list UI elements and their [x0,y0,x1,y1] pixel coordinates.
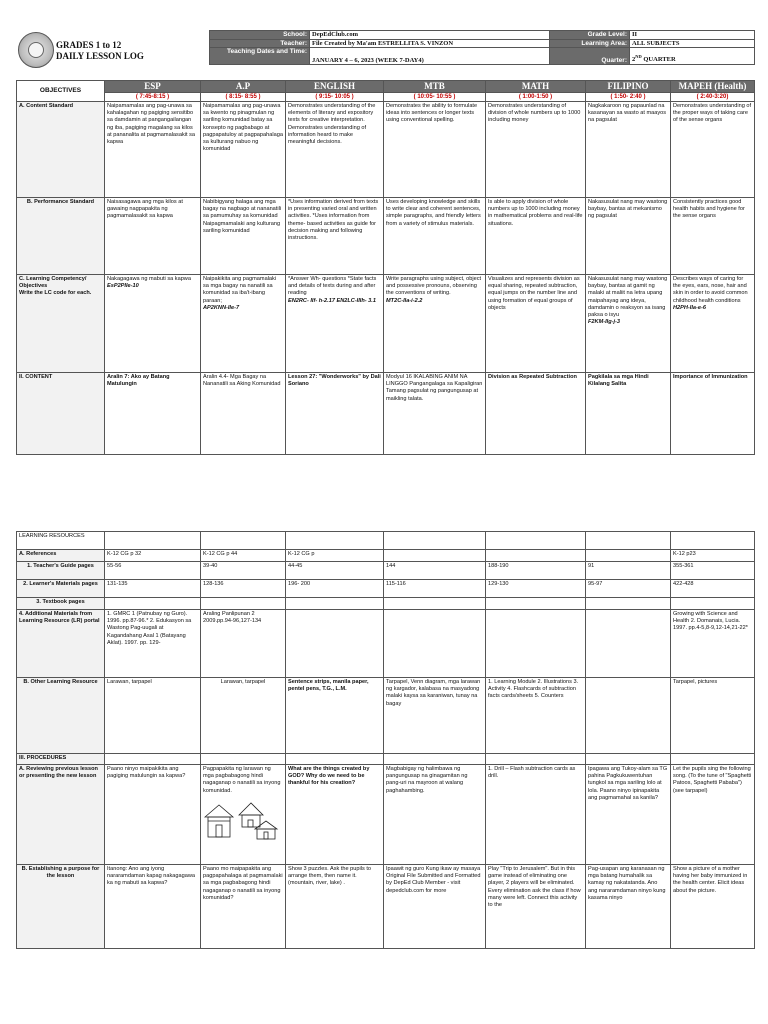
competency-mapeh [671,275,755,373]
school-label: School: [210,31,310,40]
content-english: Lesson 27: "Wonderworks" by Dali Soriano [286,373,384,455]
learner-materials-math: 129-130 [486,580,586,598]
performance-standard-esp: Naisasagawa ang mga kilos at gawaing nagpapakita ng pagmamalasakit sa kapwa [105,198,201,275]
competency-row [17,275,755,373]
time-mtb: ( 10:05- 10:55 ) [384,93,486,102]
learning-area-label: Learning Area: [550,39,630,48]
learner-materials-filipino: 95-97 [586,580,671,598]
content-esp: Aralin 7: Ako ay Batang Matulungin [105,373,201,455]
other-resources-mtb: Tarpapel, Venn diagram, mga larawan ng kargador, kalabasa na masyadong malaki kaysa sa karaniwan, tunay na bagay [384,678,486,754]
additional-materials-filipino [586,610,671,678]
time-english: ( 9:15- 10:05 ) [286,93,384,102]
establishing-english: Show 3 puzzles. Ask the pupils to arrange them, then name it. (mountain, river, lake) . [286,865,384,949]
establishing-esp: Itanong: Ano ang iyong nararamdaman kapag nakagagawa ka ng mabuti sa kapwa? [105,865,201,949]
additional-materials-ap: Araling Panlipunan 2 2009.pp.94-96,127-134 [201,610,286,678]
other-resources-mapeh: Tarpapel, pictures [671,678,755,754]
teacher-guide-filipino: 91 [586,562,671,580]
other-resources-esp: Larawan, tarpapel [105,678,201,754]
competency-code: EN2RC- IIf- h-2.17 EN2LC-IIIh- 3.1 [288,297,376,304]
subject-esp: ESP [105,81,201,93]
competency-code: H2PH-IIa-e-6 [673,304,706,311]
content-row [17,373,755,455]
time-ap: ( 8:15- 8:55 ) [201,93,286,102]
header-title [56,40,144,62]
learner-materials-english: 196- 200 [286,580,384,598]
time-mapeh: ( 2:40-3:20) [671,93,755,102]
competency-text: Nakagagawa ng mabuti sa kapwa [107,276,191,282]
content-standard-ap: Naipamamalas ang pag-unawa sa kwento ng pinagmulan ng sariling komunidad batay sa konsepto ng pagbabago at pagpapatuloy at pagpapahalaga sa kulturang nabuo ng komunidad [201,102,286,198]
additional-materials-math [486,610,586,678]
quarter-value [630,48,755,65]
grade-level-value: II [630,31,755,40]
procedures-heading: III. PROCEDURES [17,754,105,765]
performance-standard-english: *Uses information derived from texts in presenting varied oral and written activities. *Uses information from theme- based activities as guide for decision making and following instructions. [286,198,384,275]
references-row [17,550,755,562]
teacher-guide-ap: 39-40 [201,562,286,580]
subject-english: ENGLISH [286,81,384,93]
teacher-value: File Created by Ma'am ESTRELLITA S. VINZON [310,39,550,48]
competency-text: Write paragraphs using subject, object and possessive pronouns, observing the conventions of writing. [386,276,482,297]
content-ap: Aralin 4.4- Mga Bagay na Nananatili sa Aking Komunidad [201,373,286,455]
quarter-number: 2 [632,56,636,64]
teacher-guide-mapeh: 355-361 [671,562,755,580]
establishing-row [17,865,755,949]
content-math: Division as Repeated Subtraction [486,373,586,455]
additional-materials-english [286,610,384,678]
competency-code: AP2KNN-IIe-7 [203,304,240,311]
references-ap: K-12 CG p 44 [201,550,286,562]
competency-code: F2KM-IIg-j-3 [588,319,621,326]
competency-ap [201,275,286,373]
quarter-word: QUARTER [643,56,676,64]
additional-materials-row [17,610,755,678]
school-value: DepEdClub.com [310,31,550,40]
performance-standard-math: Is able to apply division of whole numbers up to 1000 including money in mathematical problems and real-life situations. [486,198,586,275]
textbook-label: 3. Textbook pages [17,598,105,610]
reviewing-esp: Paano ninyo maipakikita ang pagiging matulungin sa kapwa? [105,765,201,865]
references-esp: K-12 CG p 32 [105,550,201,562]
other-resources-label: B. Other Learning Resource [17,678,105,754]
reviewing-math: 1. Drill – Flash subtraction cards as drill. [486,765,586,865]
learner-materials-label: 2. Learner's Materials pages [17,580,105,598]
content-mapeh: Importance of Immunization [671,373,755,455]
establishing-filipino: Pag-usapan ang karanasan ng mga batang humahalik sa kamay ng nakatatanda. Ano ang nararamdaman ninyo kung kasama ninyo [586,865,671,949]
competency-text: Visualizes and represents division as equal sharing, repeated subtraction, equal jumps on the number line and using formation of equal groups of objects [488,276,580,311]
learning-area-value: ALL SUBJECTS [630,39,755,48]
time-row [17,93,755,102]
subject-math: MATH [486,81,586,93]
learner-materials-mtb: 115-116 [384,580,486,598]
time-filipino: ( 1:50- 2:40 ) [586,93,671,102]
resources-heading-row [17,532,755,550]
header-line-2: DAILY LESSON LOG [56,51,144,61]
content-label: II. CONTENT [17,373,105,455]
objectives-heading: OBJECTIVES [17,81,105,102]
additional-materials-mtb [384,610,486,678]
additional-materials-label: 4. Additional Materials from Learning Resource (LR) portal [17,610,105,678]
procedures-heading-row [17,754,755,765]
grade-level-label: Grade Level: [550,31,630,40]
dates-label: Teaching Dates and Time: [210,48,310,65]
competency-text: *Answer Wh- questions *State facts and details of texts during and after reading [288,276,377,297]
reviewing-row [17,765,755,865]
competency-filipino [586,275,671,373]
teacher-guide-row [17,562,755,580]
content-standard-mtb: Demonstrates the ability to formulate ideas into sentences or longer texts using conventional spelling. [384,102,486,198]
other-resources-math: 1. Learning Module 2. Illustrations 3. Activity 4. Flashcards of subtraction facts cards/sheets 5. Counters [486,678,586,754]
learner-materials-mapeh: 422-428 [671,580,755,598]
teacher-label: Teacher: [210,39,310,48]
references-filipino [586,550,671,562]
other-resources-filipino [586,678,671,754]
competency-text: Nakasusulat nang may wastong baybay, bantas at gamit ng malaki at maliit na letra upang maipahayag ang ideya, damdamin o reaksyon sa isang paksa o isyu [588,276,668,319]
learner-materials-row [17,580,755,598]
establishing-mtb: Ipaawit ng guro Kung ikaw ay masaya Original File Submitted and Formatted by DepEd Club Member - visit depedclub.com for more [384,865,486,949]
dates-value: JANUARY 4 – 6, 2023 (WEEK 7-DAY4) [310,48,550,65]
subject-filipino: FILIPINO [586,81,671,93]
competency-english [286,275,384,373]
resources-heading: LEARNING RESOURCES [17,532,105,550]
header-line-1: GRADES 1 to 12 [56,40,122,50]
references-label: A. References [17,550,105,562]
additional-materials-esp: 1. GMRC 1 (Patnubay ng Guro). 1996. pp.87-96.* 2. Edukasyon sa Wastong Pag-uugali at Kagandahang Asal 1 (Batayang Aklat). 1997. pp. 129- [105,610,201,678]
teacher-guide-mtb: 144 [384,562,486,580]
resources-procedures-table [16,531,755,949]
other-resources-english: Sentence strips, manila paper, pentel pens, T.G., L.M. [286,678,384,754]
learner-materials-esp: 131-135 [105,580,201,598]
other-resources-ap: Larawan, tarpapel [201,678,286,754]
competency-sublabel: Write the LC code for each. [19,290,92,297]
performance-standard-ap: Nabibigyang halaga ang mga bagay na nagbago at nananatili sa pamumuhay sa komunidad Naipagmamalaki ang kulturang sariling komunidad [201,198,286,275]
performance-standard-mapeh: Consistently practices good health habits and hygiene for the sense organs [671,198,755,275]
teacher-guide-esp: 55-56 [105,562,201,580]
reviewing-ap-text: Pagpapakita ng larawan ng mga pagbabagong hindi nagaganap o nanatili sa inyong komunidad. [203,766,281,794]
references-math [486,550,586,562]
performance-standard-row [17,198,755,275]
subject-mtb: MTB [384,81,486,93]
references-mtb [384,550,486,562]
establishing-label: B. Establishing a purpose for the lesson [17,865,105,949]
reviewing-label: A. Reviewing previous lesson or presenting the new lesson [17,765,105,865]
quarter-label: Quarter: [550,48,630,65]
establishing-ap: Paano mo maipapakita ang pagpapahalaga at pagmamalaki sa mga pagbabagong hindi nagaganap o nanatili sa inyong komunidad? [201,865,286,949]
content-standard-math: Demonstrates understanding of division of whole numbers up to 1000 including money [486,102,586,198]
other-resources-row [17,678,755,754]
competency-code: EsP2PIIe-10 [107,283,139,290]
subject-ap: A.P [201,81,286,93]
content-filipino: Pagkilala sa mga Hindi Kilalang Salita [586,373,671,455]
establishing-mapeh: Show a picture of a mother having her baby immunized in the health center. Elicit ideas about the picture. [671,865,755,949]
reviewing-mtb: Magbabigay ng halimbawa ng pangungusap na ginagamitan ng pang-uri na mayroon at walang paghahambing. [384,765,486,865]
additional-materials-mapeh: Growing with Science and Health 2. Domanais, Lucia. 1997. pp.4-5,8-9,12-14,21-22* [671,610,755,678]
content-standard-label: A. Content Standard [17,102,105,198]
community-buildings-icon [203,797,283,841]
teacher-guide-english: 44-45 [286,562,384,580]
establishing-math: Play "Trip to Jerusalem". But in this game instead of eliminating one player, 2 players will be eliminated. Every elimination ask the class if how many were left. Connect this activity to the [486,865,586,949]
reviewing-english: What are the things created by GOD? Why do we need to be thankful for his creation? [286,765,384,865]
performance-standard-filipino: Nakasusulat nang may wastong baybay, bantas at mekanismo ng pagsulat [586,198,671,275]
competency-text: Describes ways of caring for the eyes, ears, nose, hair and skin in order to avoid common childhood health conditions [673,276,748,304]
competency-text: Naipakikita ang pagmamalaki sa mga bagay na nanatili sa komunidad sa iba't-ibang paraan; [203,276,277,304]
reviewing-mapeh: Let the pupils sing the following song. (To the tune of "Spaghetti Patoos, Spaghetti Pababa") (see tarpapel) [671,765,755,865]
competency-math [486,275,586,373]
quarter-suffix: ND [635,54,642,60]
references-mapeh: K-12 p23 [671,550,755,562]
content-standard-row [17,102,755,198]
objectives-table [16,80,755,455]
time-esp: ( 7:45-8:15 ) [105,93,201,102]
content-standard-english: Demonstrates understanding of the elements of literary and expository texts for creative interpretation. Demonstrates understanding of information heard to make meaningful decisions. [286,102,384,198]
textbook-row [17,598,755,610]
reviewing-filipino: Ipagawa ang Tukoy-alam sa TG pahina Pagkukuwentuhan tungkol sa mga sariling lolo at lola. Paano ninyo ipinapakita ang pagmamahal sa kanila? [586,765,671,865]
reviewing-ap [201,765,286,865]
deped-seal-icon [18,32,54,68]
performance-standard-label: B. Performance Standard [17,198,105,275]
competency-esp [105,275,201,373]
teacher-guide-math: 188-190 [486,562,586,580]
teacher-guide-label: 1. Teacher's Guide pages [17,562,105,580]
content-standard-esp: Naipamamalas ang pag-unawa sa kahalagahan ng pagiging sensitibo sa damdamin at pangangailangan ng iba, pagiging magalang sa kilos at pananalita at pagmamalasakit sa kapwa [105,102,201,198]
performance-standard-mtb: Uses developing knowledge and skills to write clear and coherent sentences, simple paragraphs, and friendly letters from a variety of stimulus materials. [384,198,486,275]
competency-code: MT2C-IIa-i-2.2 [386,297,423,304]
content-mtb: Modyul 16 IKALABING ANIM NA LINGGO Pangangalaga sa Kapaligiran Tamang pagsulat ng pangungusap at maikling talata. [384,373,486,455]
references-english: K-12 CG p [286,550,384,562]
content-standard-filipino: Nagkakaroon ng papaunlad na kasanayan sa wasto at maayos na pagsulat [586,102,671,198]
time-math: ( 1:00-1:50 ) [486,93,586,102]
subject-header-row [17,81,755,93]
learner-materials-ap: 128-136 [201,580,286,598]
header-info-table [209,30,755,65]
competency-label: C. Learning Competency/ Objectives [19,276,87,290]
competency-mtb [384,275,486,373]
content-standard-mapeh: Demonstrates understanding of the proper ways of taking care of the sense organs [671,102,755,198]
subject-mapeh: MAPEH (Health) [671,81,755,93]
competency-label-cell [17,275,105,373]
